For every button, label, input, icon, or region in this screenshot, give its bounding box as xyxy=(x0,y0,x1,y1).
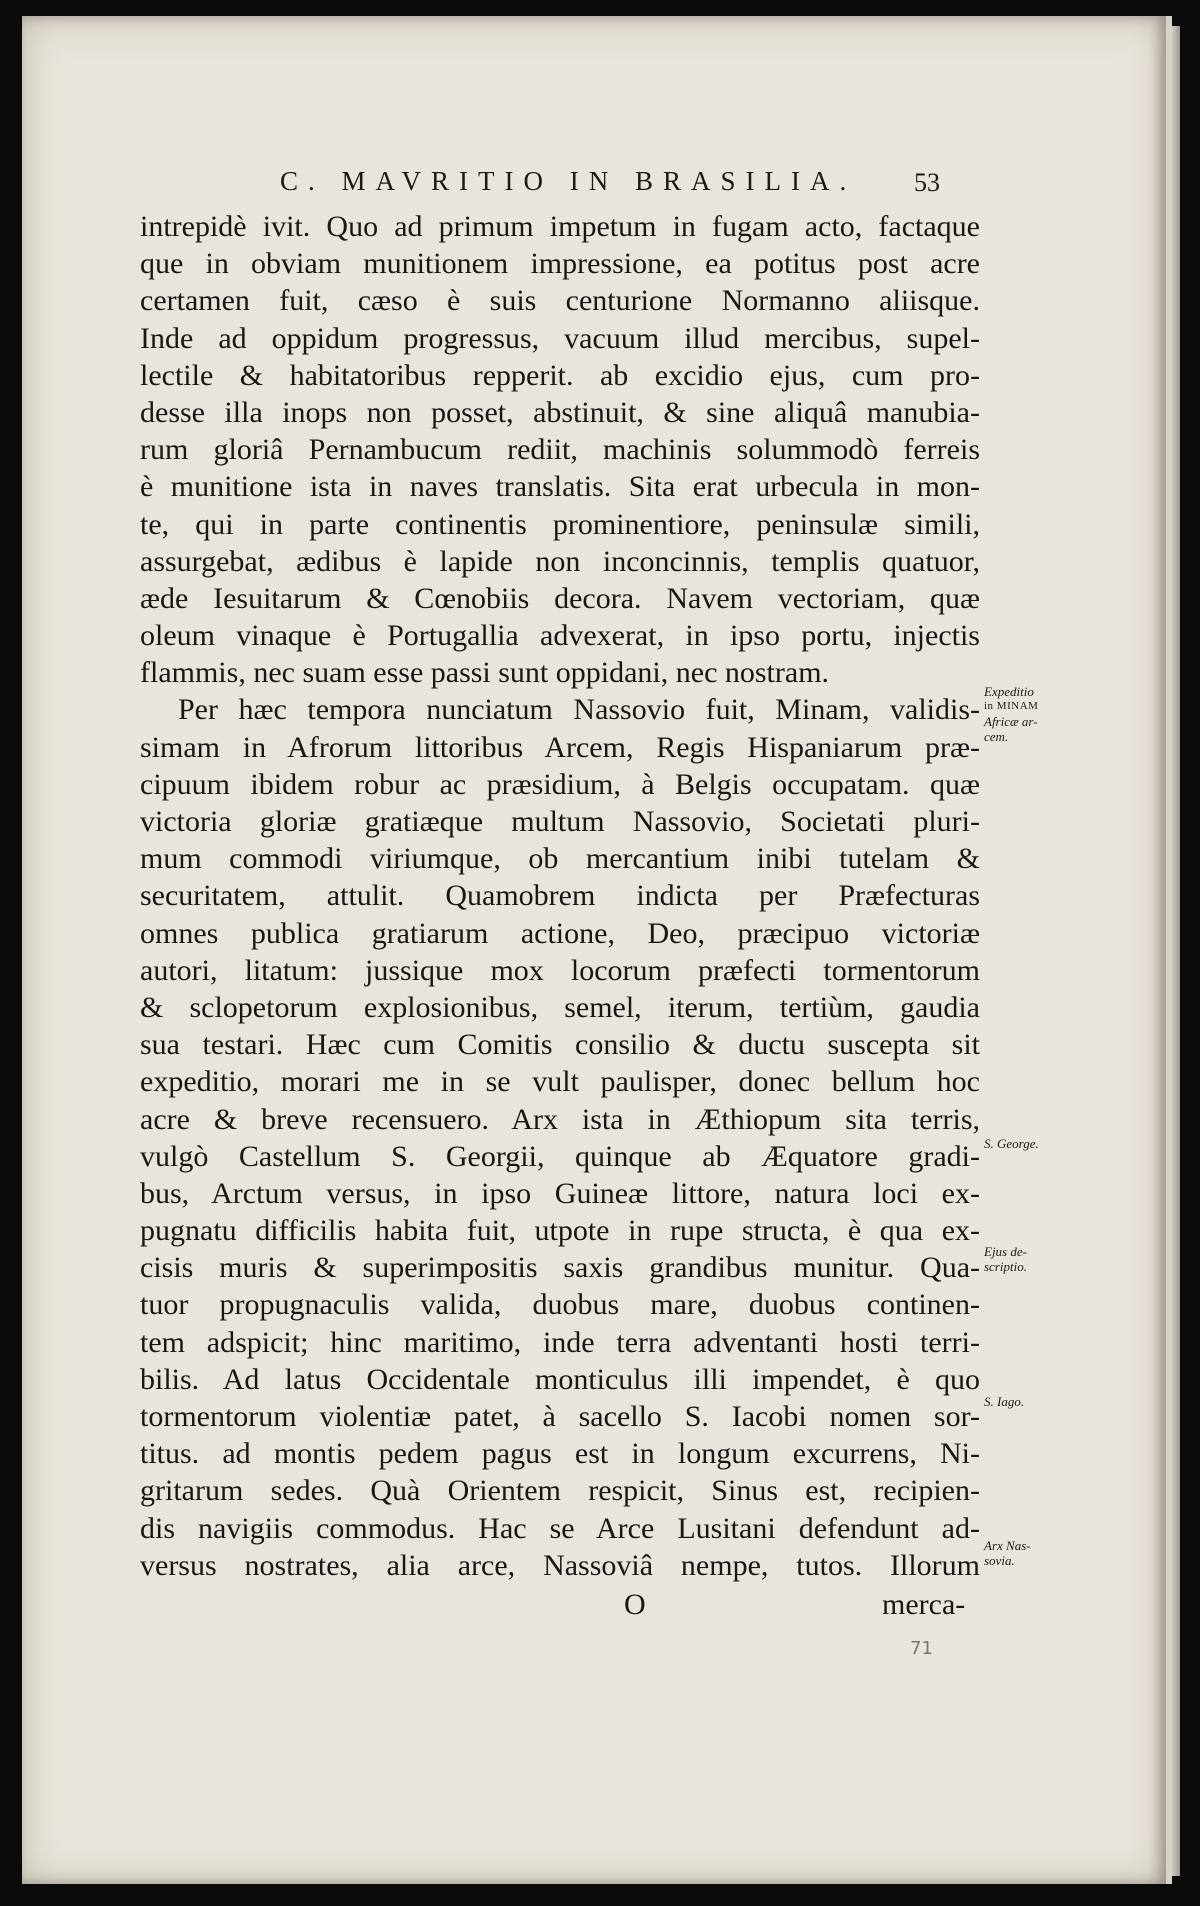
text-line: flammis, nec suam esse passi sunt oppidani, nec nostram. xyxy=(140,656,830,690)
catchword: merca- xyxy=(882,1588,966,1621)
text-line: desse illa inops non posset, abstinuit, & sine aliquâ manubia- xyxy=(140,395,980,429)
margin-note-line: in MINAM xyxy=(984,700,1039,712)
page-number: 53 xyxy=(914,168,940,197)
text-line: assurgebat, ædibus è lapide non inconcinnis, templis quatuor, xyxy=(140,544,980,578)
text-line: victoria gloriæ gratiæque multum Nassovio, Societati pluri- xyxy=(140,805,980,838)
text-line: mum commodi viriumque, ob mercantium inibi tutelam & xyxy=(140,842,980,876)
text-line: que in obviam munitionem impressione, ea potitus post acre xyxy=(140,247,980,281)
text-line: certamen fuit, cæso è suis centurione Normanno aliisque. xyxy=(140,284,980,318)
text-line: pugnatu difficilis habita fuit, utpote in rupe structa, è qua ex- xyxy=(140,1214,980,1248)
text-line: Per hæc tempora nunciatum Nassovio fuit, Minam, validis- xyxy=(178,693,980,727)
text-line: omnes publica gratiarum actione, Deo, præcipuo victoriæ xyxy=(140,916,980,950)
text-line: intrepidè ivit. Quo ad primum impetum in fugam acto, factaque xyxy=(140,210,980,243)
text-line: cipuum ibidem robur ac præsidium, à Belgis occupatam. quæ xyxy=(140,767,980,801)
pencil-folio-number: 71 xyxy=(910,1638,933,1659)
margin-note-line: S. Iago. xyxy=(984,1394,1025,1409)
margin-note-descriptio xyxy=(984,1244,1066,1274)
page-footer xyxy=(22,1588,1172,1628)
text-line: oleum vinaque è Portugallia advexerat, in ipso portu, injectis xyxy=(140,619,980,653)
text-line: Inde ad oppidum progressus, vacuum illud mercibus, supel- xyxy=(140,321,980,355)
text-line: gritarum sedes. Quà Orientem respicit, Sinus est, recipien- xyxy=(140,1474,980,1508)
text-line: tem adspicit; hinc maritimo, inde terra adventanti hosti terri- xyxy=(140,1325,980,1359)
book-page xyxy=(22,16,1172,1884)
margin-note-line: Africæ ar- xyxy=(984,714,1038,729)
body-text xyxy=(140,208,980,1584)
margin-note-george xyxy=(984,1136,1066,1151)
text-line: vulgò Castellum S. Georgii, quinque ab Æquatore gradi- xyxy=(140,1139,980,1173)
text-line: titus. ad montis pedem pagus est in longum excurrens, Ni- xyxy=(140,1437,980,1471)
text-line: è munitione ista in naves translatis. Sita erat urbecula in mon- xyxy=(140,470,980,504)
text-line: bus, Arctum versus, in ipso Guineæ littore, natura loci ex- xyxy=(140,1176,980,1210)
signature-mark: O xyxy=(624,1588,646,1621)
text-line: lectile & habitatoribus repperit. ab excidio ejus, cum pro- xyxy=(140,358,980,392)
margin-note-expeditio xyxy=(984,684,1066,744)
margin-note-iago xyxy=(984,1394,1066,1409)
text-line: dis navigiis commodus. Hac se Arce Lusitani defendunt ad- xyxy=(140,1511,980,1545)
text-line: & sclopetorum explosionibus, semel, iterum, tertiùm, gaudia xyxy=(140,990,980,1024)
text-line: autori, litatum: jussique mox locorum præfecti tormentorum xyxy=(140,953,980,987)
text-line: securitatem, attulit. Quamobrem indicta per Præfecturas xyxy=(140,879,980,913)
text-line: acre & breve recensuero. Arx ista in Æthiopum sita terris, xyxy=(140,1102,980,1136)
margin-note-line: S. George. xyxy=(984,1136,1039,1151)
text-line: tormentorum violentiæ patet, à sacello S. Iacobi nomen sor- xyxy=(140,1400,980,1433)
text-line: simam in Afrorum littoribus Arcem, Regis Hispaniarum præ- xyxy=(140,730,980,764)
margin-note-nassovia xyxy=(984,1538,1066,1568)
running-title: C. MAVRITIO IN BRASILIA. xyxy=(280,166,857,196)
running-head xyxy=(22,166,1172,206)
text-line: æde Iesuitarum & Cœnobiis decora. Navem vectoriam, quæ xyxy=(140,581,980,615)
margin-note-line: Arx Nas- xyxy=(984,1538,1031,1553)
text-line: te, qui in parte continentis prominentiore, peninsulæ simili, xyxy=(140,507,980,541)
margin-note-line: Expeditio xyxy=(984,684,1034,699)
text-line: sua testari. Hæc cum Comitis consilio & ductu suscepta sit xyxy=(140,1028,980,1062)
text-line: rum gloriâ Pernambucum rediit, machinis solummodò ferreis xyxy=(140,433,980,467)
text-line: tuor propugnaculis valida, duobus mare, duobus continen- xyxy=(140,1288,980,1322)
margin-note-line: cem. xyxy=(984,729,1009,744)
margin-note-line: Ejus de- xyxy=(984,1244,1027,1259)
text-line: versus nostrates, alia arce, Nassoviâ nempe, tutos. Illorum xyxy=(140,1548,980,1582)
text-line: cisis muris & superimpositis saxis grandibus munitur. Qua- xyxy=(140,1251,980,1285)
text-line: expeditio, morari me in se vult paulisper, donec bellum hoc xyxy=(140,1065,980,1099)
margin-note-line: scriptio. xyxy=(984,1259,1027,1274)
margin-note-line: sovia. xyxy=(984,1553,1015,1568)
text-line: bilis. Ad latus Occidentale monticulus illi impendet, è quo xyxy=(140,1362,980,1396)
